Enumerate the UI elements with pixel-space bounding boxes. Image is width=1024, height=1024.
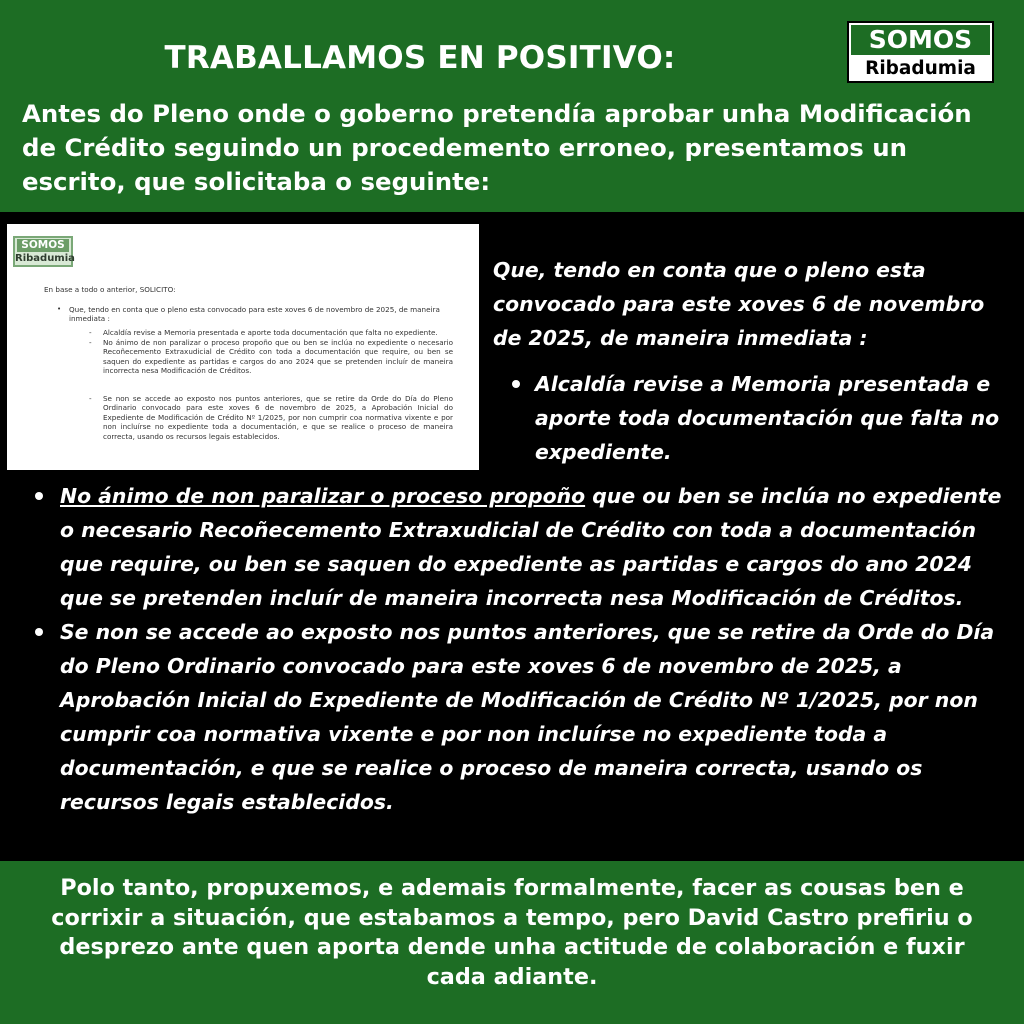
list-item <box>510 367 1005 469</box>
document-excerpt <box>7 224 479 470</box>
document-logo <box>13 236 73 267</box>
document-bullet-icon: • <box>57 305 62 313</box>
logo-somos-text: SOMOS <box>851 25 990 55</box>
request-list-main <box>33 479 1008 819</box>
request-item-3: Se non se accede ao exposto nos puntos anteriores, que se retire da Orde do Día do Pleno Ordinario convocado para este xoves 6 de novembro de 2025, a Aprobación Inicial do Expediente de Modificación de Crédito Nº 1/2025, por non cumprir coa normativa vixente e por non incluírse no expediente toda a documentación, e que se realice o proceso de maneira correcta, usando os recursos legais establecidos. <box>60 620 995 814</box>
document-que-line: Que, tendo en conta que o pleno esta convocado para este xoves 6 de novembro de 2025, de maneira inmediata : <box>69 305 440 324</box>
request-item-2-underlined: No ánimo de non paralizar o proceso propoño <box>60 484 586 508</box>
bullet-icon <box>35 492 43 500</box>
request-list-top <box>510 367 1005 469</box>
document-item-3: Se non se accede ao exposto nos puntos anteriores, que se retire da Orde do Día do Pleno Ordinario convocado para este xoves 6 de novembro de 2025, a Aprobación Inicial do Expediente de Modificación de Crédito Nº 1/2025, por non cumprir coa normativa vixente e por non incluírse no expediente toda a documentación, e que se realice o proceso de maneira correcta, usando os recursos legais establecidos. <box>103 394 453 441</box>
intro-text: Antes do Pleno onde o goberno pretendía aprobar unha Modificación de Crédito seguindo un procedemento erroneo, presentamos un escrito, que solicitaba o seguinte: <box>22 99 972 196</box>
closing-text: Polo tanto, propuxemos, e ademais formalmente, facer as cousas ben e corrixir a situación, que estabamos a tempo, pero David Castro prefiriu o desprezo ante quen aporta dende unha actitude de colaboración e fuxir cada adiante. <box>51 875 973 990</box>
document-dash-icon: - <box>89 394 92 403</box>
page-title: TRABALLAMOS EN POSITIVO: <box>164 40 676 76</box>
document-dash-icon: - <box>89 328 92 337</box>
que-paragraph: Que, tendo en conta que o pleno esta convocado para este xoves 6 de novembro de 2025, de maneira inmediata : <box>493 258 985 350</box>
list-item <box>33 479 1008 615</box>
request-item-1: Alcaldía revise a Memoria presentada e aporte toda documentación que falta no expediente. <box>535 372 1000 464</box>
document-item-1: Alcaldía revise a Memoria presentada e aporte toda documentación que falta no expediente. <box>103 328 438 337</box>
logo-ribadumia-text: Ribadumia <box>865 58 976 79</box>
document-dash-icon: - <box>89 338 92 347</box>
bullet-icon <box>512 380 520 388</box>
document-solicito-line: En base a todo o anterior, SOLICITO: <box>44 285 176 294</box>
document-item-2: No ánimo de non paralizar o proceso propoño que ou ben se inclúa no expediente o necesario Recoñecemento Extraxudicial de Crédito con toda a documentación que require, ou ben se saquen do expediente as partidas e cargos do ano 2024 que se pretenden incluír de maneira incorrecta nesa Modificación de Créditos. <box>103 338 453 376</box>
request-item-2: que ou ben se inclúa no expediente o necesario Recoñecemento Extraxudicial de Crédito con toda a documentación que require, ou ben se saquen do expediente as partidas e cargos do ano 2024 que se pretenden incluír de maneira incorrecta nesa Modificación de Créditos. <box>60 484 1002 610</box>
list-item <box>33 615 1008 819</box>
somos-ribadumia-logo <box>847 21 994 83</box>
bullet-icon <box>35 628 43 636</box>
document-logo-top: SOMOS <box>17 239 69 252</box>
document-logo-bottom: Ribadumia <box>15 253 75 264</box>
